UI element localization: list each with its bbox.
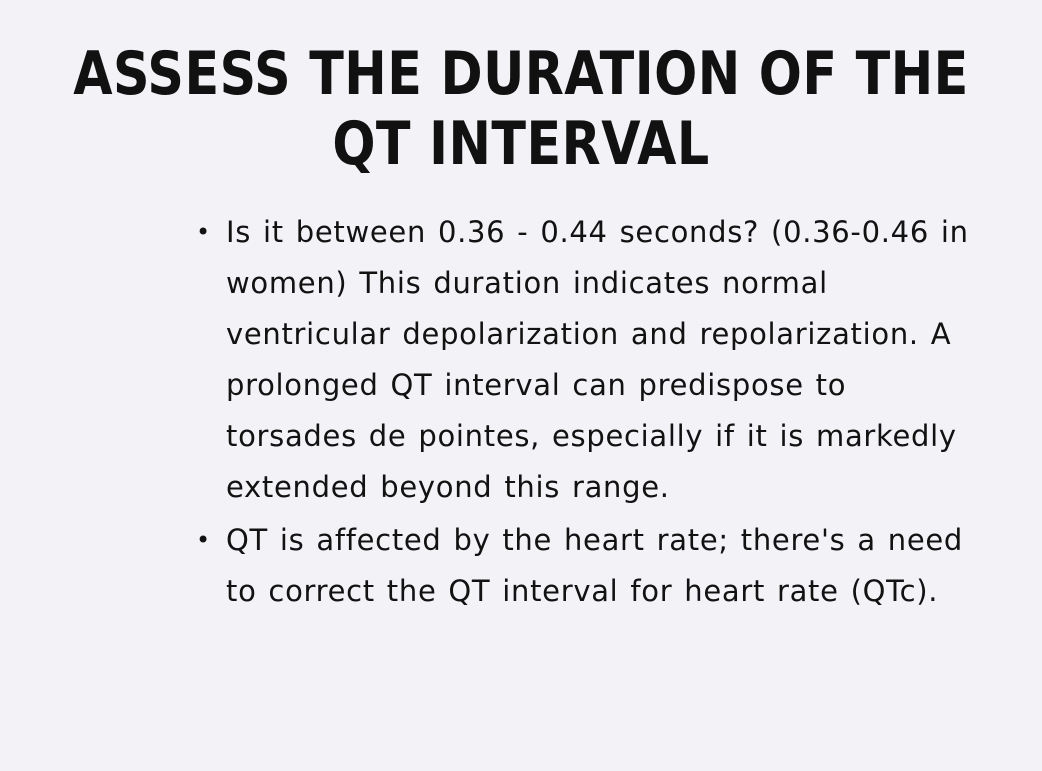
list-item: • Is it between 0.36 - 0.44 seconds? (0.36-0.46 in women) This duration indicates normal ventricular depolarization and repolarization. A prolonged QT interval can predispose to torsades de pointes, especially if it is markedly extended beyond this range. xyxy=(196,207,982,513)
bullet-list xyxy=(0,207,1042,617)
page-title: ASSESS THE DURATION OF THE QT INTERVAL xyxy=(73,39,969,179)
list-item: • QT is affected by the heart rate; there's a need to correct the QT interval for heart rate (QTc). xyxy=(196,515,982,617)
